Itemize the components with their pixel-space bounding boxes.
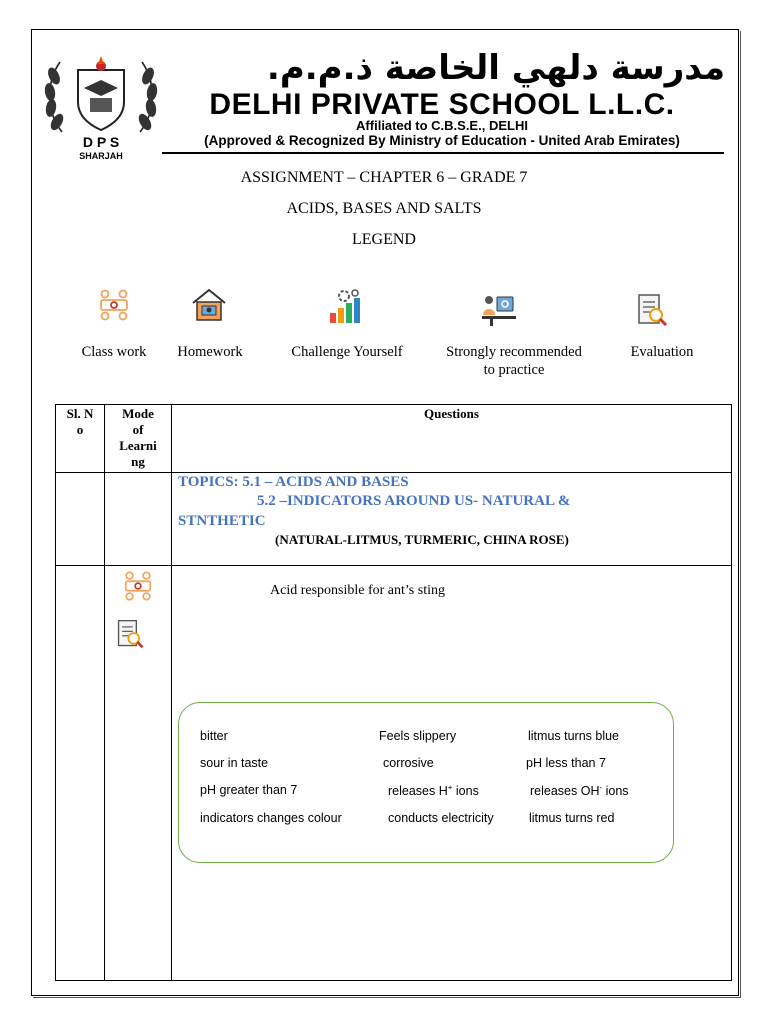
option-corrosive: corrosive [383,756,434,770]
topic-subtitle: (NATURAL-LITMUS, TURMERIC, CHINA ROSE) [275,532,569,547]
legend-label-challenge: Challenge Yourself [291,344,403,360]
legend-label-practice-line1: Strongly recommended [446,344,582,360]
homework-icon [190,287,228,323]
table-divider-col1 [104,404,105,981]
legend-label-homework: Homework [177,344,243,360]
legend-label-class-work: Class work [81,344,147,360]
option-indicators: indicators changes colour [200,811,342,825]
school-name-arabic: مدرسة دلهي الخاصة ذ.م.م. [266,48,725,88]
school-name: DELHI PRIVATE SCHOOL L.L.C. [209,88,675,121]
table-divider-row2-right [165,565,732,566]
approval-text: (Approved & Recognized By Ministry of Education - United Arab Emirates) [204,133,680,148]
school-logo [40,42,162,160]
question-text: Acid responsible for ant’s sting [270,583,445,598]
legend-label-evaluation: Evaluation [630,344,694,360]
option-sour: sour in taste [200,756,269,770]
header-questions: Questions [424,406,479,421]
logo-initials: D P S [82,134,120,150]
option-ph-less: pH less than 7 [526,756,606,770]
header-mode-of-learning: Mode of Learni ng [119,406,157,469]
legend-title: LEGEND [352,231,416,248]
header-sl-no: Sl. N o [66,406,94,437]
affiliation-text: Affiliated to C.B.S.E., DELHI [356,118,528,133]
option-litmus-red: litmus turns red [529,811,615,825]
assignment-title: ASSIGNMENT – CHAPTER 6 – GRADE 7 [240,169,528,186]
legend-label-practice-line2: to practice [483,362,545,378]
option-oh-ions: releases OH- ions [530,783,629,799]
table-divider-row1 [55,472,732,473]
practice-icon [480,291,518,327]
option-bitter: bitter [200,729,228,743]
table-divider-col2 [171,404,172,981]
option-h-ions: releases H+ ions [388,783,479,799]
logo-city: SHARJAH [79,151,123,160]
option-conducts: conducts electricity [388,811,494,825]
topic-line-3: STNTHETIC [178,513,266,529]
header-divider [162,152,724,154]
table-divider-row2-left [55,565,167,566]
row-class-work-icon [120,569,156,603]
option-feels-slippery: Feels slippery [379,729,457,743]
row-evaluation-icon [114,618,148,650]
option-ph-greater: pH greater than 7 [200,783,298,797]
chapter-title: ACIDS, BASES AND SALTS [286,200,482,217]
legend-label-practice [436,343,592,379]
topic-line-1: TOPICS: 5.1 – ACIDS AND BASES [178,474,409,490]
class-work-icon [95,287,133,323]
topic-line-2: 5.2 –INDICATORS AROUND US- NATURAL & [257,493,571,509]
challenge-icon [327,289,365,325]
option-litmus-blue: litmus turns blue [528,729,620,743]
evaluation-icon [634,292,672,328]
